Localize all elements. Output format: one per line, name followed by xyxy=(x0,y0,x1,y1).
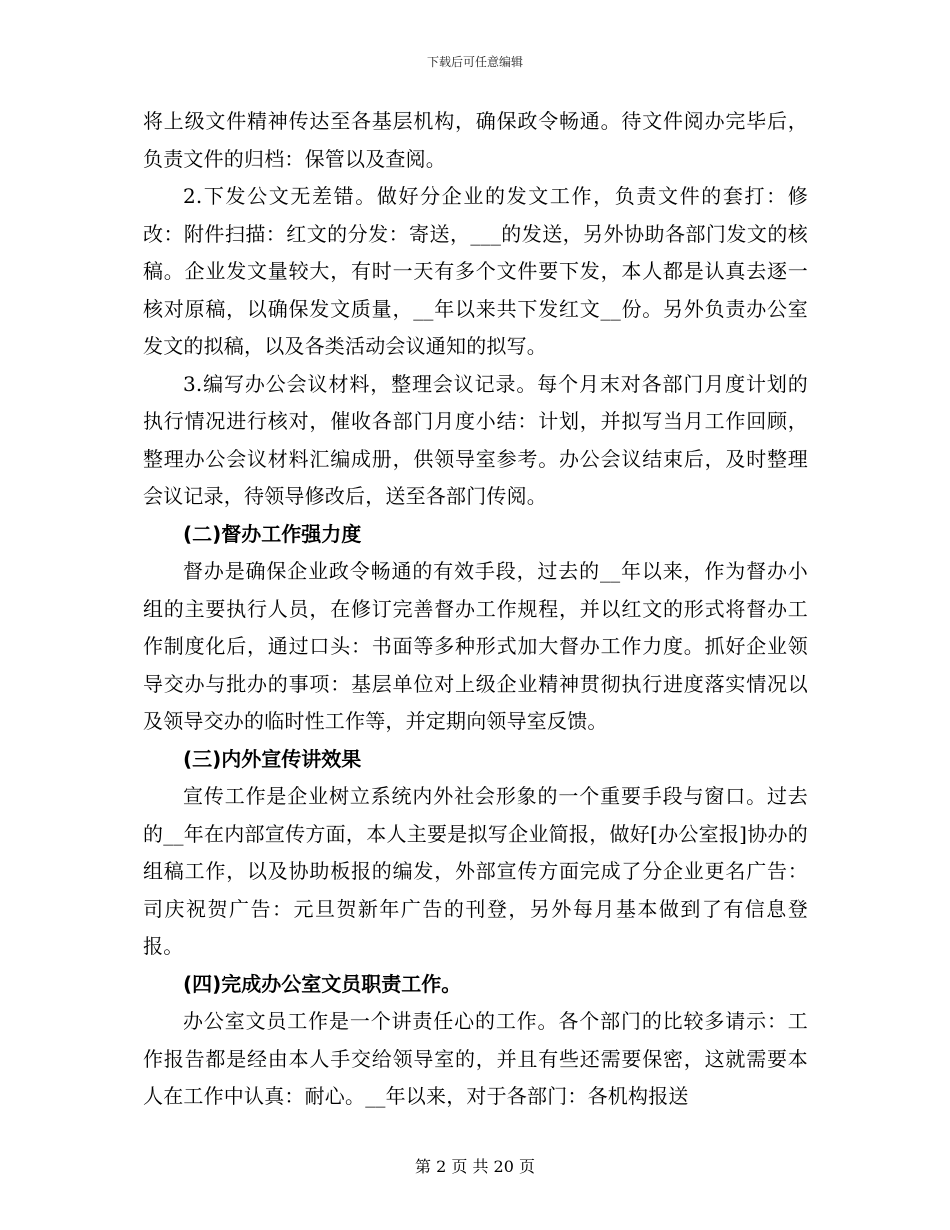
page-header: 下载后可任意编辑 xyxy=(426,55,523,69)
paragraph-item-2: 2.下发公文无差错。做好分企业的发文工作，负责文件的套打：修改：附件扫描：红文的分发：寄送，___的发送，另外协助各部门发文的核稿。企业发文量较大，有时一天有多个文件要下发，本人都是认真去逐一核对原稿，以确保发文质量，__年以来共下发红文__份。另外负责办公室发文的拟稿，以及各类活动会议通知的拟写。 xyxy=(143,184,808,358)
section-heading-supervision: (二)督办工作强力度 xyxy=(183,521,362,546)
paragraph-publicity: 宣传工作是企业树立系统内外社会形象的一个重要手段与窗口。过去的__年在内部宣传方面，本人主要是拟写企业简报，做好[办公室报]协办的组稿工作，以及协助板报的编发，外部宣传方面完成了分企业更名广告：司庆祝贺广告：元旦贺新年广告的刊登，另外每月基本做到了有信息登报。 xyxy=(143,784,808,958)
paragraph-item-3: 3.编写办公会议材料，整理会议记录。每个月末对各部门月度计划的执行情况进行核对，催收各部门月度小结：计划，并拟写当月工作回顾，整理办公会议材料汇编成册，供领导室参考。办公会议结束后，及时整理会议记录，待领导修改后，送至各部门传阅。 xyxy=(143,371,808,508)
page-footer: 第 2 页 共 20 页 xyxy=(415,1157,535,1176)
document-body xyxy=(143,103,808,1116)
paragraph-clerk-duties: 办公室文员工作是一个讲责任心的工作。各个部门的比较多请示：工作报告都是经由本人手交给领导室的，并且有些还需要保密，这就需要本人在工作中认真：耐心。__年以来，对于各部门：各机构报送 xyxy=(143,1009,808,1108)
section-heading-clerk-duties: (四)完成办公室文员职责工作。 xyxy=(183,971,462,996)
paragraph-continuation: 将上级文件精神传达至各基层机构，确保政令畅通。待文件阅办完毕后，负责文件的归档：保管以及查阅。 xyxy=(143,109,808,171)
section-heading-publicity: (三)内外宣传讲效果 xyxy=(183,746,362,771)
paragraph-supervision: 督办是确保企业政令畅通的有效手段，过去的__年以来，作为督办小组的主要执行人员，在修订完善督办工作规程，并以红文的形式将督办工作制度化后，通过口头：书面等多种形式加大督办工作力度。抓好企业领导交办与批办的事项：基层单位对上级企业精神贯彻执行进度落实情况以及领导交办的临时性工作等，并定期向领导室反馈。 xyxy=(143,559,808,733)
